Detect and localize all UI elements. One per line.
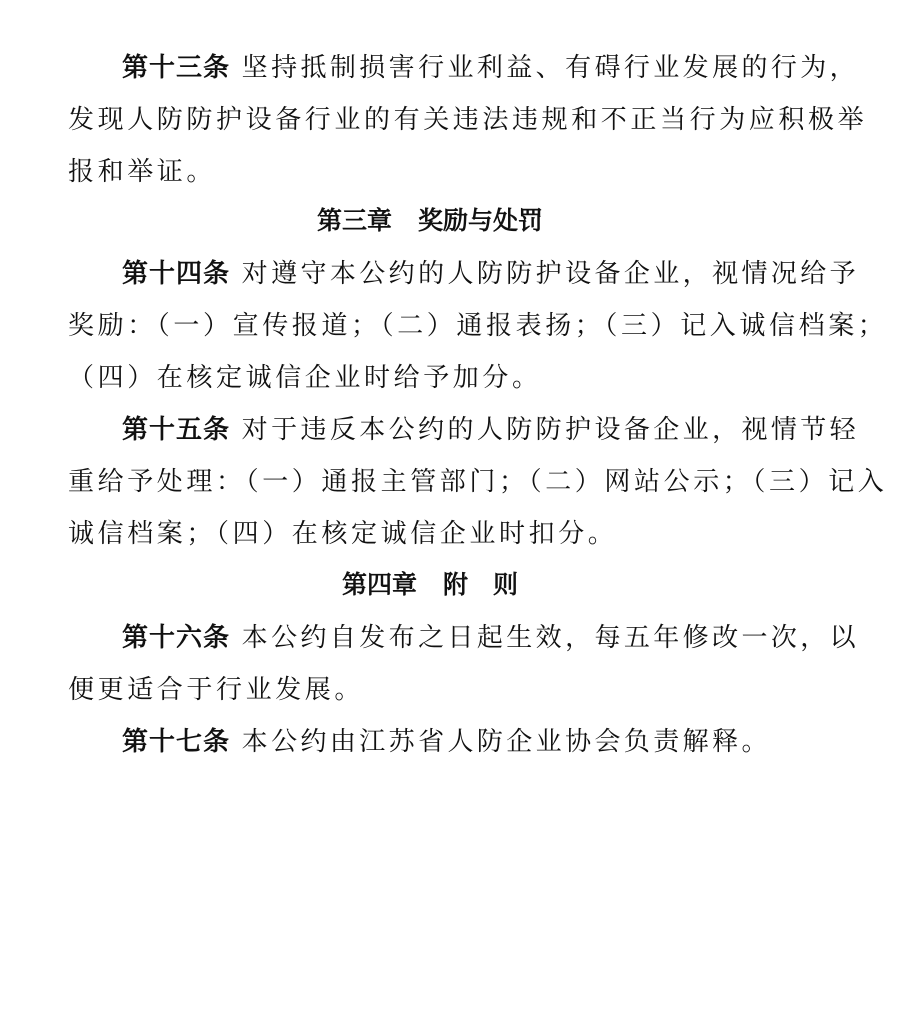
article-16-text-1: 本公约自发布之日起生效，每五年修改一次，以 [230, 623, 860, 653]
chapter-3-number: 第三章 [317, 206, 393, 235]
article-13-line-2 [0, 94, 900, 146]
article-15-line-2 [0, 456, 900, 508]
article-15-line-1 [0, 404, 900, 456]
article-15-text-3: 诚信档案；（四）在核定诚信企业时扣分。 [68, 519, 618, 549]
article-13-line-1 [0, 42, 900, 94]
article-14-line-1 [0, 248, 900, 300]
article-14-text-2: 奖励：（一）宣传报道；（二）通报表扬；（三）记入诚信档案； [68, 311, 888, 341]
chapter-4-heading [0, 560, 900, 610]
article-14-text-1: 对遵守本公约的人防防护设备企业，视情况给予 [230, 259, 860, 289]
chapter-3-heading [0, 196, 900, 246]
article-15-label: 第十五条 [122, 415, 231, 445]
article-14-label: 第十四条 [122, 259, 231, 289]
article-15-text-1: 对于违反本公约的人防防护设备企业，视情节轻 [230, 415, 860, 445]
article-17-label: 第十七条 [122, 727, 231, 757]
article-17-line-1 [0, 716, 900, 768]
article-16-text-2: 便更适合于行业发展。 [68, 675, 365, 705]
article-16-label: 第十六条 [122, 623, 231, 653]
chapter-3-title: 奖励与处罚 [418, 206, 544, 235]
article-14-line-2 [0, 300, 900, 352]
article-14-text-3: （四）在核定诚信企业时给予加分。 [68, 363, 542, 393]
article-13-line-3 [0, 146, 900, 198]
article-13-text-1: 坚持抵制损害行业利益、有碍行业发展的行为， [230, 53, 860, 83]
article-17-text-1: 本公约由江苏省人防企业协会负责解释。 [230, 727, 771, 757]
article-16-line-1 [0, 612, 900, 664]
article-13-label: 第十三条 [122, 53, 231, 83]
article-16-line-2 [0, 664, 900, 716]
chapter-4-number: 第四章 [342, 570, 418, 599]
article-13-text-3: 报和举证。 [68, 157, 217, 187]
article-14-line-3 [0, 352, 900, 404]
article-15-text-2: 重给予处理：（一）通报主管部门；（二）网站公示；（三）记入 [68, 467, 888, 497]
article-13-text-2: 发现人防防护设备行业的有关违法违规和不正当行为应积极举 [68, 105, 868, 135]
article-15-line-3 [0, 508, 900, 560]
chapter-4-title: 附 则 [443, 570, 519, 599]
